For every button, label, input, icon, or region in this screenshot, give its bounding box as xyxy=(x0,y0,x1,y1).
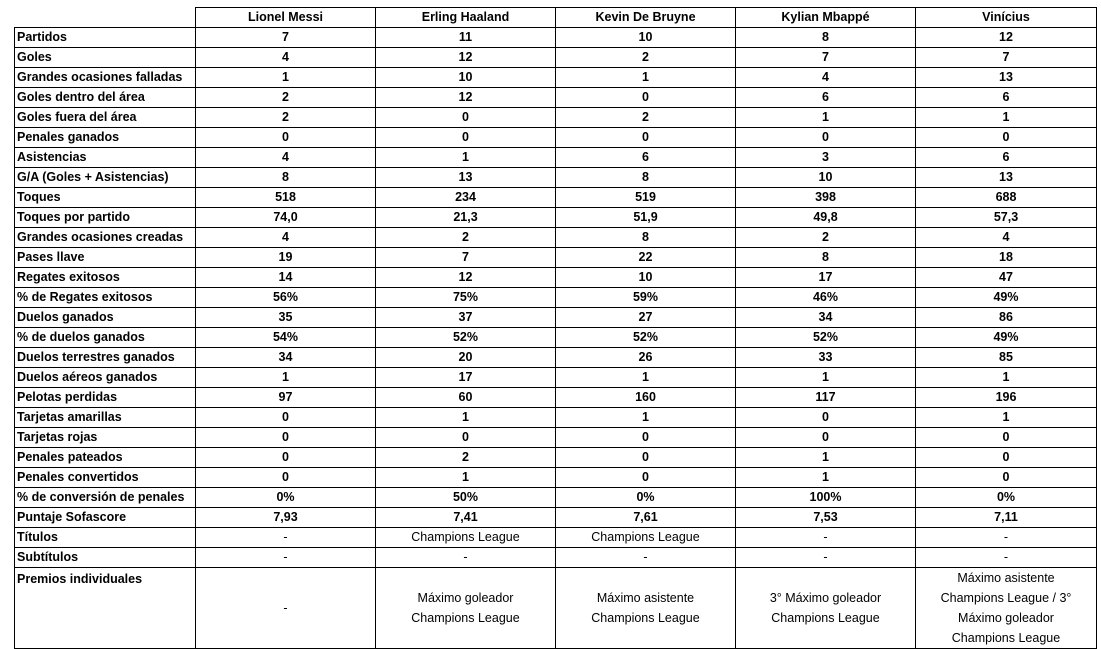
stat-value: 8 xyxy=(556,168,736,188)
stat-value: 0 xyxy=(556,128,736,148)
stat-value: 1 xyxy=(736,448,916,468)
stat-label: Títulos xyxy=(15,528,196,548)
stat-value: 1 xyxy=(916,408,1097,428)
stat-value: 6 xyxy=(916,88,1097,108)
award-text-line: Champions League / 3° xyxy=(940,591,1072,605)
stat-value: 0 xyxy=(376,128,556,148)
stat-value: 398 xyxy=(736,188,916,208)
stat-value: 7,11 xyxy=(916,508,1097,528)
stat-value: 12 xyxy=(376,48,556,68)
stat-value: 2 xyxy=(556,108,736,128)
stat-value: 8 xyxy=(556,228,736,248)
stat-value xyxy=(736,568,916,649)
stat-value: 1 xyxy=(556,408,736,428)
stat-value: 7 xyxy=(736,48,916,68)
stat-label: Subtítulos xyxy=(15,548,196,568)
stat-value: 19 xyxy=(196,248,376,268)
stat-label: Regates exitosos xyxy=(15,268,196,288)
award-text-line: Máximo goleador xyxy=(417,591,514,605)
stat-value: 13 xyxy=(376,168,556,188)
stat-value: 21,3 xyxy=(376,208,556,228)
stat-value: 0 xyxy=(556,448,736,468)
stat-value: 85 xyxy=(916,348,1097,368)
stat-value: 518 xyxy=(196,188,376,208)
stats-comparison-table xyxy=(14,7,1097,649)
table-row xyxy=(15,248,1097,268)
stat-value: 4 xyxy=(196,48,376,68)
stat-value: 0 xyxy=(556,468,736,488)
stat-label: Penales convertidos xyxy=(15,468,196,488)
stat-value: - xyxy=(376,548,556,568)
table-row xyxy=(15,388,1097,408)
stat-value: 17 xyxy=(736,268,916,288)
table-row xyxy=(15,148,1097,168)
stat-value: - xyxy=(196,548,376,568)
stat-value: 0 xyxy=(196,128,376,148)
stat-value: 1 xyxy=(736,368,916,388)
stat-value: 13 xyxy=(916,168,1097,188)
stat-value: 8 xyxy=(736,248,916,268)
stat-value: 86 xyxy=(916,308,1097,328)
stat-value: 0% xyxy=(556,488,736,508)
award-text-line: Champions League xyxy=(771,611,880,625)
stat-label: Grandes ocasiones creadas xyxy=(15,228,196,248)
table-row xyxy=(15,348,1097,368)
award-text-line: Champions League xyxy=(591,611,700,625)
player-header: Erling Haaland xyxy=(376,8,556,28)
stat-value xyxy=(916,568,1097,649)
player-header: Lionel Messi xyxy=(196,8,376,28)
stat-label: % de conversión de penales xyxy=(15,488,196,508)
stat-value: 100% xyxy=(736,488,916,508)
stat-value: - xyxy=(556,548,736,568)
stat-label: Puntaje Sofascore xyxy=(15,508,196,528)
stat-value: 7,93 xyxy=(196,508,376,528)
stat-value: 0 xyxy=(556,428,736,448)
stat-value: 75% xyxy=(376,288,556,308)
stat-value: - xyxy=(916,528,1097,548)
award-text-line: Máximo goleador xyxy=(958,611,1054,625)
stat-value: 0 xyxy=(376,108,556,128)
stat-value: 1 xyxy=(556,368,736,388)
stat-value: 57,3 xyxy=(916,208,1097,228)
table-row xyxy=(15,28,1097,48)
stat-value: 0% xyxy=(916,488,1097,508)
stat-value: 18 xyxy=(916,248,1097,268)
stat-value: 6 xyxy=(916,148,1097,168)
stat-label: Duelos aéreos ganados xyxy=(15,368,196,388)
stat-value: 0 xyxy=(196,428,376,448)
stat-label: % de Regates exitosos xyxy=(15,288,196,308)
stat-value: 74,0 xyxy=(196,208,376,228)
stat-value: 0 xyxy=(376,428,556,448)
stat-label: Tarjetas amarillas xyxy=(15,408,196,428)
stat-label: Toques por partido xyxy=(15,208,196,228)
stat-value: 1 xyxy=(376,468,556,488)
table-row xyxy=(15,188,1097,208)
stat-value: 49% xyxy=(916,288,1097,308)
stat-value: 4 xyxy=(196,228,376,248)
stat-value: 12 xyxy=(916,28,1097,48)
award-text-line: Champions League xyxy=(411,611,520,625)
stat-value: 8 xyxy=(196,168,376,188)
stat-value: 1 xyxy=(196,368,376,388)
stat-label: Duelos terrestres ganados xyxy=(15,348,196,368)
stat-value: 2 xyxy=(736,228,916,248)
stat-value: 0 xyxy=(736,428,916,448)
stat-value: 52% xyxy=(556,328,736,348)
stat-value: 33 xyxy=(736,348,916,368)
stat-value: - xyxy=(916,548,1097,568)
stat-value: 1 xyxy=(916,368,1097,388)
stat-label: Pelotas perdidas xyxy=(15,388,196,408)
stat-value: 4 xyxy=(196,148,376,168)
stat-value: 7,61 xyxy=(556,508,736,528)
stat-value: 12 xyxy=(376,268,556,288)
stat-label: Premios individuales xyxy=(15,568,196,649)
stat-value: 234 xyxy=(376,188,556,208)
table-row xyxy=(15,508,1097,528)
table-row xyxy=(15,48,1097,68)
stat-value: 52% xyxy=(736,328,916,348)
stat-value: 8 xyxy=(736,28,916,48)
table-row xyxy=(15,568,1097,649)
table-row xyxy=(15,528,1097,548)
header-corner-cell xyxy=(15,8,196,28)
stat-value: - xyxy=(736,548,916,568)
stat-value: 49% xyxy=(916,328,1097,348)
stat-value: 1 xyxy=(916,108,1097,128)
award-text-line: Máximo asistente xyxy=(957,571,1055,585)
table-row xyxy=(15,288,1097,308)
stat-value: Champions League xyxy=(556,528,736,548)
table-row xyxy=(15,68,1097,88)
stat-label: % de duelos ganados xyxy=(15,328,196,348)
stat-value: 49,8 xyxy=(736,208,916,228)
stat-value: 7 xyxy=(196,28,376,48)
stat-value: 14 xyxy=(196,268,376,288)
stat-label: Goles fuera del área xyxy=(15,108,196,128)
table-row xyxy=(15,448,1097,468)
stat-label: Toques xyxy=(15,188,196,208)
award-text-line: Champions League xyxy=(951,631,1061,645)
stat-value: 4 xyxy=(736,68,916,88)
stat-value: 160 xyxy=(556,388,736,408)
stat-value: 51,9 xyxy=(556,208,736,228)
stat-value: 7,41 xyxy=(376,508,556,528)
table-row xyxy=(15,228,1097,248)
stat-value: 37 xyxy=(376,308,556,328)
stat-label: Goles xyxy=(15,48,196,68)
stat-label: Tarjetas rojas xyxy=(15,428,196,448)
stat-value: 52% xyxy=(376,328,556,348)
stat-value: 97 xyxy=(196,388,376,408)
stat-value: 59% xyxy=(556,288,736,308)
stat-value: 0 xyxy=(556,88,736,108)
stat-value: 3 xyxy=(736,148,916,168)
table-row xyxy=(15,488,1097,508)
stat-value: 12 xyxy=(376,88,556,108)
table-row xyxy=(15,328,1097,348)
stat-value: 47 xyxy=(916,268,1097,288)
stat-label: Duelos ganados xyxy=(15,308,196,328)
stat-value: 34 xyxy=(736,308,916,328)
table-row xyxy=(15,208,1097,228)
stat-value: 1 xyxy=(196,68,376,88)
table-row xyxy=(15,368,1097,388)
table-row xyxy=(15,128,1097,148)
player-header: Kevin De Bruyne xyxy=(556,8,736,28)
stat-value: 22 xyxy=(556,248,736,268)
stat-value: 56% xyxy=(196,288,376,308)
stat-value: 35 xyxy=(196,308,376,328)
stat-value: 1 xyxy=(736,468,916,488)
table-row xyxy=(15,308,1097,328)
stat-label: Penales pateados xyxy=(15,448,196,468)
stat-value: 0 xyxy=(916,128,1097,148)
stat-value: 117 xyxy=(736,388,916,408)
header-row xyxy=(15,8,1097,28)
table-row xyxy=(15,428,1097,448)
stat-value: 54% xyxy=(196,328,376,348)
stat-value: 1 xyxy=(376,408,556,428)
stats-body xyxy=(15,28,1097,649)
stat-label: Penales ganados xyxy=(15,128,196,148)
stat-value: 196 xyxy=(916,388,1097,408)
stat-value: 10 xyxy=(556,268,736,288)
stat-value: 2 xyxy=(556,48,736,68)
stat-value: 0 xyxy=(916,448,1097,468)
stat-value: 2 xyxy=(376,228,556,248)
table-row xyxy=(15,468,1097,488)
stat-label: Grandes ocasiones falladas xyxy=(15,68,196,88)
stat-value: 0 xyxy=(196,448,376,468)
stat-value: 0 xyxy=(196,408,376,428)
stat-value: 2 xyxy=(376,448,556,468)
stat-value xyxy=(376,568,556,649)
stat-value: 2 xyxy=(196,88,376,108)
stat-value: 17 xyxy=(376,368,556,388)
stat-value: 7 xyxy=(376,248,556,268)
stat-label: Asistencias xyxy=(15,148,196,168)
award-text-line: - xyxy=(283,601,288,615)
stat-value: 0 xyxy=(916,468,1097,488)
player-header: Kylian Mbappé xyxy=(736,8,916,28)
stat-label: Pases llave xyxy=(15,248,196,268)
table-row xyxy=(15,548,1097,568)
table-row xyxy=(15,408,1097,428)
stat-value: 10 xyxy=(736,168,916,188)
stat-value: - xyxy=(196,528,376,548)
stat-value: 0 xyxy=(196,468,376,488)
stat-label: Partidos xyxy=(15,28,196,48)
stat-value: Champions League xyxy=(376,528,556,548)
stat-value: 4 xyxy=(916,228,1097,248)
stat-value: 11 xyxy=(376,28,556,48)
stat-value xyxy=(556,568,736,649)
stat-value: 10 xyxy=(556,28,736,48)
table-row xyxy=(15,108,1097,128)
stat-value: 1 xyxy=(556,68,736,88)
stat-value: 6 xyxy=(736,88,916,108)
award-text-line: Máximo asistente xyxy=(596,591,695,605)
stat-value: 6 xyxy=(556,148,736,168)
stat-value: 60 xyxy=(376,388,556,408)
award-text-line: 3° Máximo goleador xyxy=(769,591,882,605)
stat-value: 27 xyxy=(556,308,736,328)
stat-value xyxy=(196,568,376,649)
stat-value: 10 xyxy=(376,68,556,88)
stat-value: 20 xyxy=(376,348,556,368)
player-header: Vinícius xyxy=(916,8,1097,28)
stat-value: 13 xyxy=(916,68,1097,88)
stat-value: 1 xyxy=(376,148,556,168)
stat-value: 7,53 xyxy=(736,508,916,528)
stat-value: 2 xyxy=(196,108,376,128)
table-row xyxy=(15,168,1097,188)
stat-value: 46% xyxy=(736,288,916,308)
stat-value: 0% xyxy=(196,488,376,508)
stat-value: 26 xyxy=(556,348,736,368)
stat-value: 7 xyxy=(916,48,1097,68)
table-row xyxy=(15,268,1097,288)
stat-value: 688 xyxy=(916,188,1097,208)
stat-label: G/A (Goles + Asistencias) xyxy=(15,168,196,188)
stat-value: 0 xyxy=(736,128,916,148)
stat-value: 519 xyxy=(556,188,736,208)
stat-value: - xyxy=(736,528,916,548)
stat-value: 34 xyxy=(196,348,376,368)
table-row xyxy=(15,88,1097,108)
stat-value: 0 xyxy=(736,408,916,428)
stat-label: Goles dentro del área xyxy=(15,88,196,108)
stat-value: 1 xyxy=(736,108,916,128)
stat-value: 0 xyxy=(916,428,1097,448)
stat-value: 50% xyxy=(376,488,556,508)
